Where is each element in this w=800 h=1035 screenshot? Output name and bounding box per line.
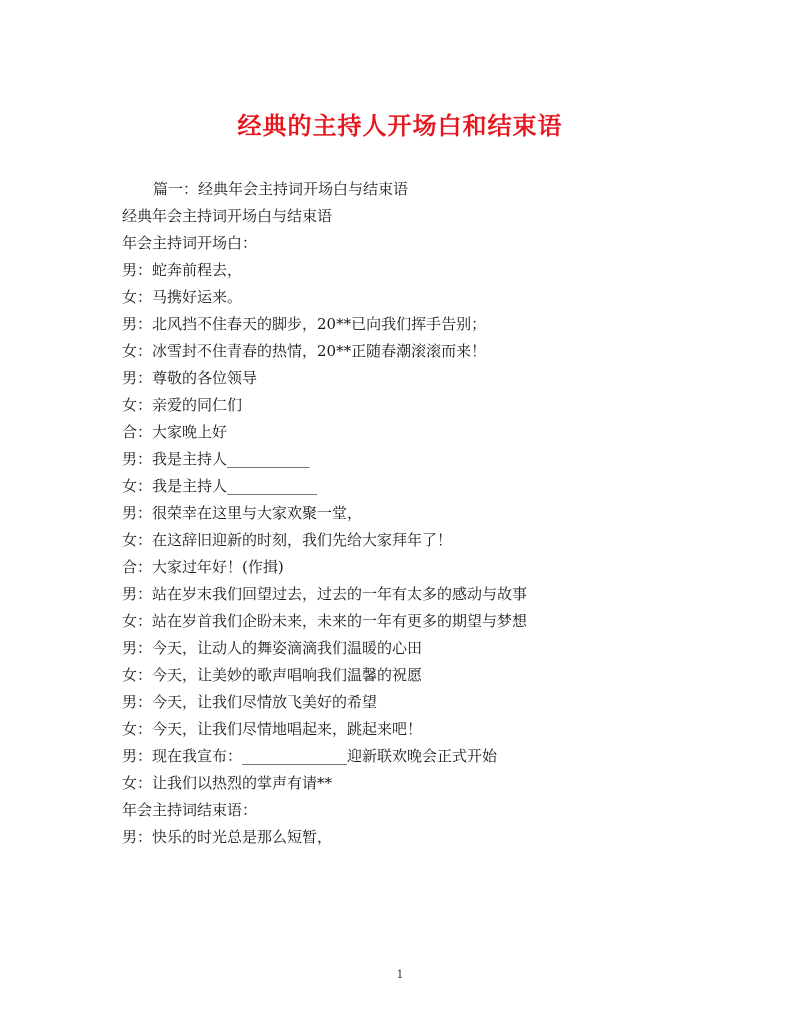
document-title: 经典的主持人开场白和结束语 <box>237 111 563 140</box>
body-line: 女：马携好运来。 <box>122 288 243 306</box>
body-line: 男：今天，让我们尽情放飞美好的希望 <box>122 693 378 711</box>
body-line: 合：大家晚上好 <box>122 423 228 441</box>
body-line: 女：让我们以热烈的掌声有请** <box>122 774 333 792</box>
body-line: 篇一：经典年会主持词开场白与结束语 <box>153 180 409 198</box>
body-line: 合：大家过年好！(作揖) <box>122 558 284 576</box>
body-line: 年会主持词开场白： <box>122 234 258 252</box>
body-line: 女：今天，让美妙的歌声唱响我们温馨的祝愿 <box>122 666 423 684</box>
body-line: 男：北风挡不住春天的脚步，20**已向我们挥手告别； <box>122 315 487 333</box>
body-line: 男：现在我宣布：______________迎新联欢晚会正式开始 <box>122 747 498 765</box>
body-line: 女：亲爱的同仁们 <box>122 396 243 414</box>
page-number: 1 <box>396 968 404 981</box>
body-line: 女：我是主持人____________ <box>122 477 318 495</box>
body-line: 男：站在岁末我们回望过去，过去的一年有太多的感动与故事 <box>122 585 528 603</box>
body-line: 男：蛇奔前程去， <box>122 261 243 279</box>
body-line: 年会主持词结束语： <box>122 801 258 819</box>
body-line: 女：站在岁首我们企盼未来，未来的一年有更多的期望与梦想 <box>122 612 528 630</box>
body-line: 女：今天，让我们尽情地唱起来，跳起来吧！ <box>122 720 423 738</box>
body-line: 女：在这辞旧迎新的时刻，我们先给大家拜年了！ <box>122 531 453 549</box>
body-line: 男：很荣幸在这里与大家欢聚一堂， <box>122 504 363 522</box>
body-line: 男：今天，让动人的舞姿滴滴我们温暖的心田 <box>122 639 423 657</box>
body-line: 男：尊敬的各位领导 <box>122 369 258 387</box>
body-line: 男：快乐的时光总是那么短暂， <box>122 828 333 846</box>
document-body <box>122 178 762 853</box>
body-line: 男：我是主持人___________ <box>122 450 310 468</box>
body-line: 女：冰雪封不住青春的热情，20**正随春潮滚滚而来！ <box>122 342 487 360</box>
body-line: 经典年会主持词开场白与结束语 <box>122 207 333 225</box>
